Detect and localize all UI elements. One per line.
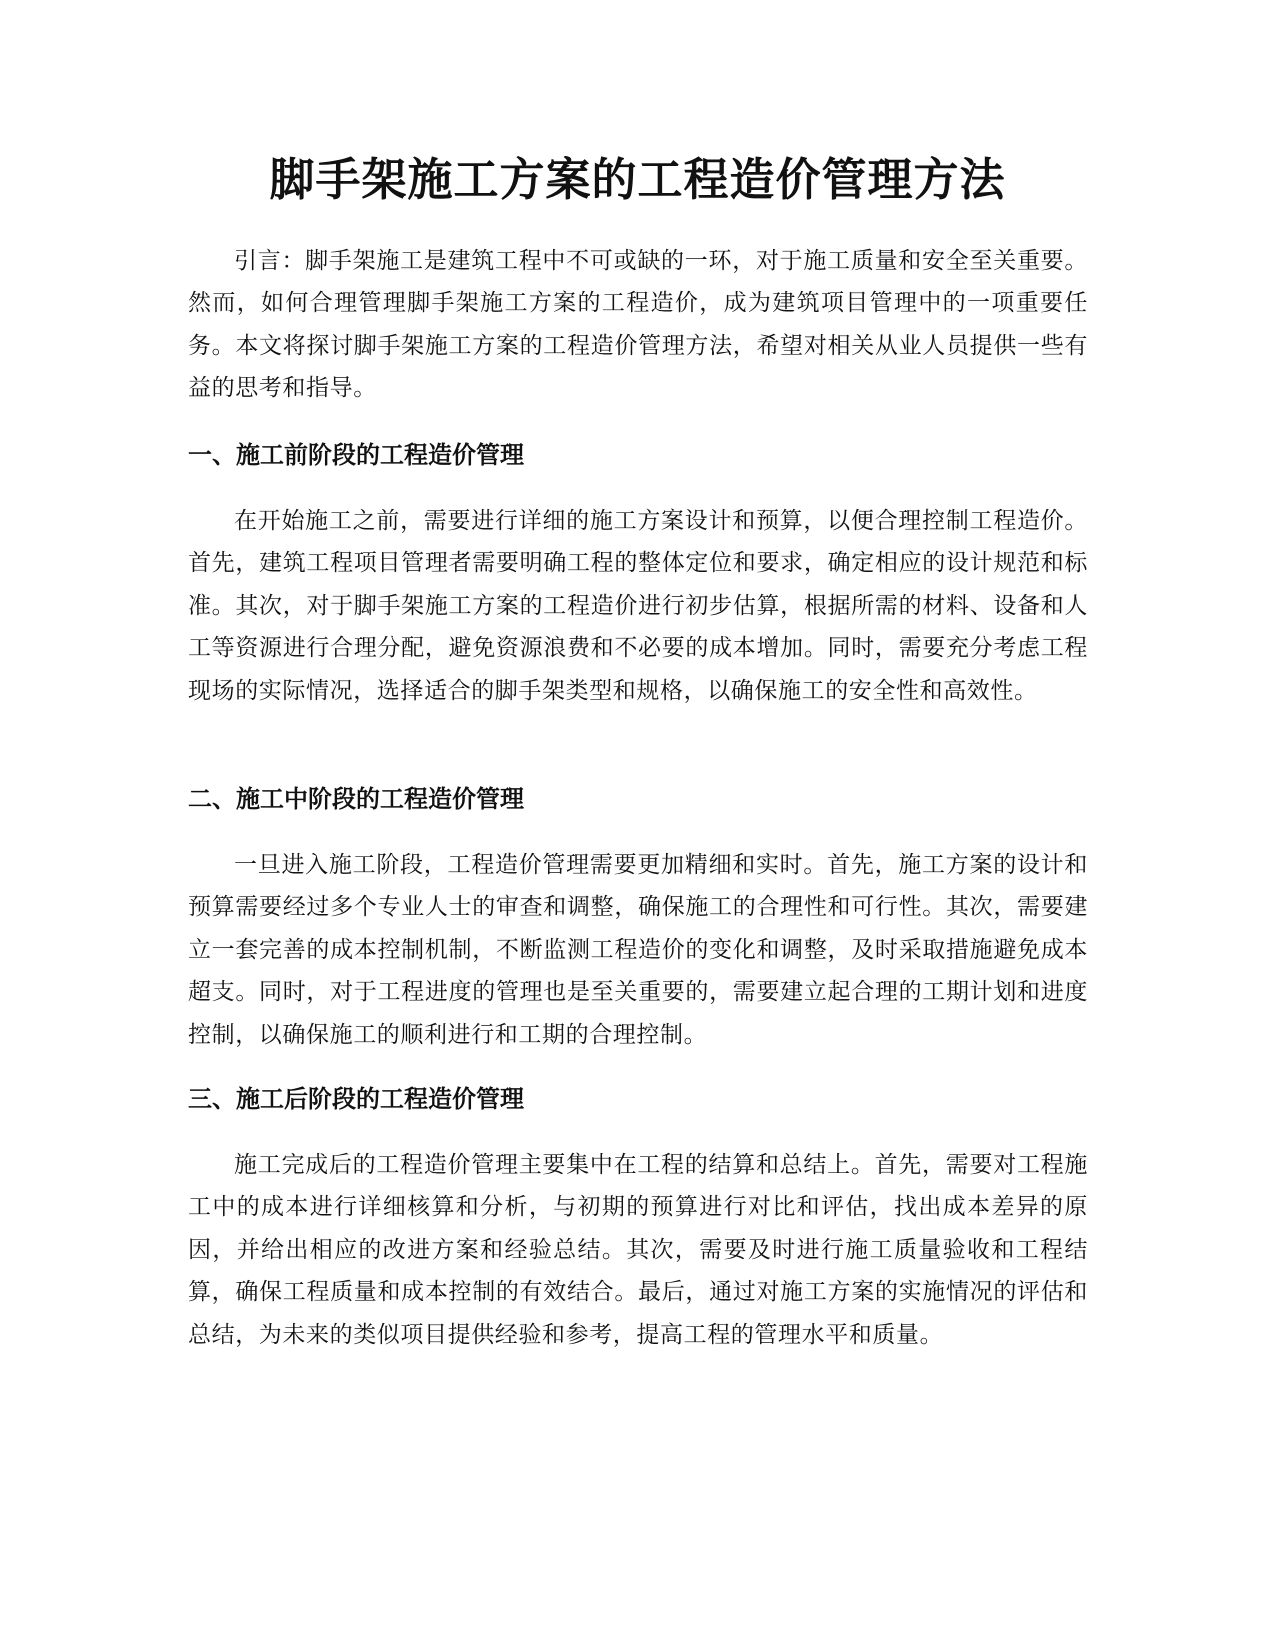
section-body-during-construction: 一旦进入施工阶段，工程造价管理需要更加精细和实时。首先，施工方案的设计和预算需要经过多个专业人士的审查和调整，确保施工的合理性和可行性。其次，需要建立一套完善的成本控制机制，不断监测工程造价的变化和调整，及时采取措施避免成本超支。同时，对于工程进度的管理也是至关重要的，需要建立起合理的工期计划和进度控制，以确保施工的顺利进行和工期的合理控制。 [188,852,1088,1048]
section-body-pre-construction: 在开始施工之前，需要进行详细的施工方案设计和预算，以便合理控制工程造价。首先，建筑工程项目管理者需要明确工程的整体定位和要求，确定相应的设计规范和标准。其次，对于脚手架施工方案的工程造价进行初步估算，根据所需的材料、设备和人工等资源进行合理分配，避免资源浪费和不必要的成本增加。同时，需要充分考虑工程现场的实际情况，选择适合的脚手架类型和规格，以确保施工的安全性和高效性。 [188,508,1088,704]
section-heading-during-construction: 二、施工中阶段的工程造价管理 [188,785,524,813]
document-title: 脚手架施工方案的工程造价管理方法 [269,153,1006,206]
section-heading-post-construction: 三、施工后阶段的工程造价管理 [188,1085,524,1113]
intro-paragraph: 引言：脚手架施工是建筑工程中不可或缺的一环，对于施工质量和安全至关重要。然而，如何合理管理脚手架施工方案的工程造价，成为建筑项目管理中的一项重要任务。本文将探讨脚手架施工方案的工程造价管理方法，希望对相关从业人员提供一些有益的思考和指导。 [188,248,1088,402]
section-heading-pre-construction: 一、施工前阶段的工程造价管理 [188,441,524,469]
section-body-post-construction: 施工完成后的工程造价管理主要集中在工程的结算和总结上。首先，需要对工程施工中的成本进行详细核算和分析，与初期的预算进行对比和评估，找出成本差异的原因，并给出相应的改进方案和经验总结。其次，需要及时进行施工质量验收和工程结算，确保工程质量和成本控制的有效结合。最后，通过对施工方案的实施情况的评估和总结，为未来的类似项目提供经验和参考，提高工程的管理水平和质量。 [188,1152,1088,1348]
